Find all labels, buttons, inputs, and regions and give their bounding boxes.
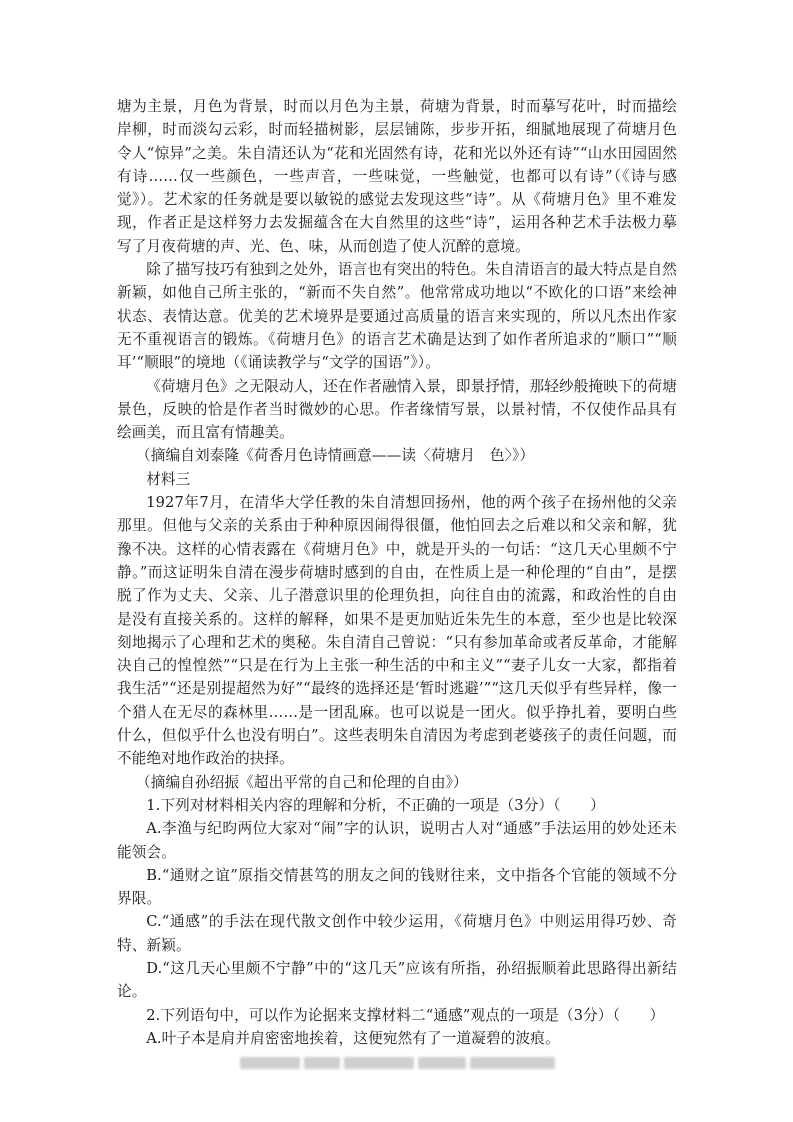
paragraph-material-two-cont: 塘为主景，月色为背景，时而以月色为主景，荷塘为背景，时而摹写花叶，时而描绘岸柳，时而淡勾云彩，时而轻描树影，层层铺陈，步步开拓，细腻地展现了荷塘月色令人“惊异”之美。朱自清还认为“花和光固然有诗，花和光以外还有诗”“山水田园固然有诗……仅一些颜色，一些声音，一些味觉，一些触觉，也都可以有诗”（《诗与感觉》）。艺术家的任务就是要以敏锐的感觉去发现这些“诗”。从《荷塘月色》里不难发现，作者正是这样努力去发掘蕴含在大自然里的这些“诗”，运用各种艺术手法极力摹写了月夜荷塘的声、光、色、味，从而创造了使人沉醉的意境。 [117, 98, 677, 255]
question-1-option-c: C.“通感”的手法在现代散文创作中较少运用，《荷塘月色》中则运用得巧妙、奇特、新颖。 [117, 913, 677, 954]
question-1: 1.下列对材料相关内容的理解和分析，不正确的一项是（3分）（ ） [146, 796, 605, 814]
source-citation-material-two: （摘编自刘泰隆《荷香月色诗情画意——读〈荷塘月 色〉》） [135, 447, 535, 465]
material-three-label: 材料三 [146, 470, 191, 488]
blurred-footer-watermark [240, 1056, 555, 1070]
question-1-option-d: D.“这几天心里颇不宁静”中的“这几天”应该有所指，孙绍振顺着此思路得出新结论。 [117, 959, 677, 1001]
document-page [117, 95, 677, 1050]
question-2: 2.下列语句中，可以作为论据来支撑材料二“通感”观点的一项是（3分）（ ） [146, 1006, 665, 1024]
paragraph-emotion-scene: 《荷塘月色》之无限动人，还在作者融情入景，即景抒情，那轻纱般掩映下的荷塘景色，反映的恰是作者当时微妙的心思。作者缘情写景，以景衬情，不仅使作品具有绘画美，而且富有情趣美。 [117, 377, 677, 442]
source-citation-material-three: （摘编自孙绍振《超出平常的自己和伦理的自由》） [135, 773, 468, 791]
question-1-option-b: B.“通财之谊”原指交情甚笃的朋友之间的钱财往来，文中指各个官能的领域不分界限。 [117, 866, 677, 908]
question-1-option-a: A.李渔与纪昀两位大家对“闹”字的认识，说明古人对“通感”手法运用的妙处还未能领会。 [117, 820, 677, 861]
paragraph-material-three: 1927年7月，在清华大学任教的朱自清想回扬州，他的两个孩子在扬州他的父亲那里。但他与父亲的关系由于种种原因闹得很僵，他怕回去之后难以和父亲和解，犹豫不决。这样的心情表露在《荷塘月色》中，就是开头的一句话：“这几天心里颇不宁静。”而这证明朱自清在漫步荷塘时感到的自由，在性质上是一种伦理的“自由”，是摆脱了作为丈夫、父亲、儿子潜意识里的伦理负担，向往自由的流露，和政治性的自由是没有直接关系的。这样的解释，如果不是更加贴近朱先生的本意，至少也是比较深刻地揭示了心理和艺术的奥秘。朱自清自己曾说：“只有参加革命或者反革命，才能解决自己的惶惶然”“只是在行为上主张一种生活的中和主义”“妻子儿女一大家，都指着我生活”“还是别提超然为好”“最终的选择还是‘暂时逃避’”“这几天似乎有些异样，像一个猎人在无尽的森林里……是一团乱麻。也可以说是一团火。似乎挣扎着，要明白些什么，但似乎什么也没有明白”。这些表明朱自清因为考虑到老婆孩子的责任问题，而不能绝对地作政治的抉择。 [117, 494, 677, 768]
paragraph-language-feature: 除了描写技巧有独到之处外，语言也有突出的特色。朱自清语言的最大特点是自然新颖，如他自己所主张的，“新而不失自然”。他常常成功地以“不欧化的口语”来绘神状态、表情达意。优美的艺术境界是要通过高质量的语言来实现的，所以凡杰出作家无不重视语言的锻炼。《荷塘月色》的语言艺术确是达到了如作者所追求的“顺口”“顺耳’“顺眼”的境地（《诵读教学与“文学的国语”》）。 [117, 261, 677, 372]
question-2-option-a: A.叶子本是肩并肩密密地挨着，这便宛然有了一道凝碧的波痕。 [146, 1029, 560, 1047]
